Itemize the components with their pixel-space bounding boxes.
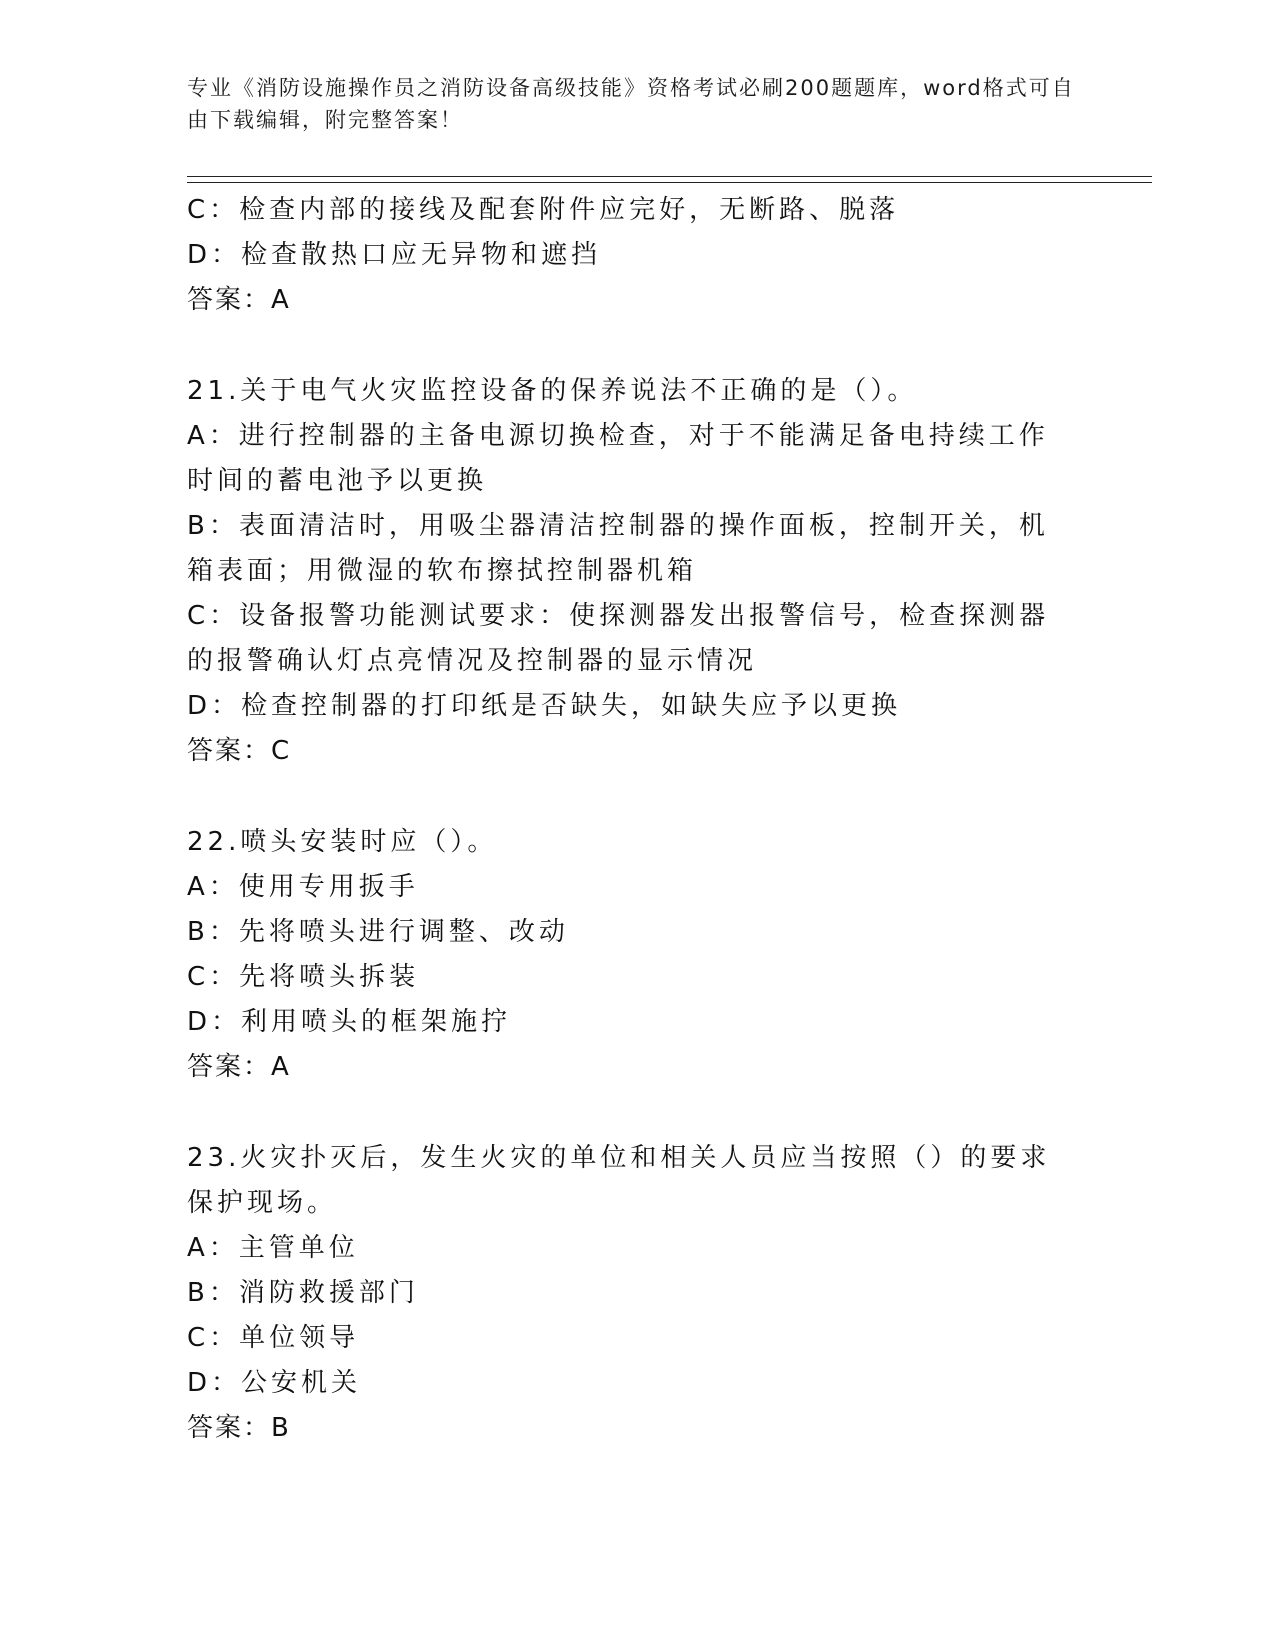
question-content	[187, 188, 1077, 1451]
option-a: A：使用专用扳手	[187, 872, 419, 902]
answer-line: 答案：C	[187, 736, 292, 766]
answer-line: 答案：B	[187, 1413, 291, 1443]
option-d: D：检查散热口应无异物和遮挡	[187, 240, 602, 270]
option-c: C：单位领导	[187, 1323, 360, 1353]
spacer	[187, 323, 1077, 369]
header-rule-bottom	[187, 182, 1152, 183]
option-b: B：消防救援部门	[187, 1278, 419, 1308]
answer-line: 答案：A	[187, 285, 291, 315]
spacer	[187, 1090, 1077, 1136]
option-d: D：公安机关	[187, 1368, 362, 1398]
header-rule-top	[187, 176, 1152, 177]
option-a: A：主管单位	[187, 1233, 359, 1263]
option-c: C：先将喷头拆装	[187, 962, 420, 992]
question-23	[187, 1136, 1077, 1451]
option-b: B：表面清洁时，用吸尘器清洁控制器的操作面板，控制开关，机箱表面；用微湿的软布擦拭控制器机箱	[187, 511, 1049, 586]
option-d: D：检查控制器的打印纸是否缺失，如缺失应予以更换	[187, 691, 902, 721]
question-title: 22.喷头安装时应（）。	[187, 827, 498, 857]
option-b: B：先将喷头进行调整、改动	[187, 917, 569, 947]
question-22	[187, 820, 1077, 1090]
question-21	[187, 369, 1077, 774]
option-c: C：检查内部的接线及配套附件应完好，无断路、脱落	[187, 195, 900, 225]
spacer	[187, 774, 1077, 820]
document-header: 专业《消防设施操作员之消防设备高级技能》资格考试必刷200题题库，word格式可自由下载编辑，附完整答案！	[187, 76, 1075, 132]
option-c: C：设备报警功能测试要求：使探测器发出报警信号，检查探测器的报警确认灯点亮情况及控制器的显示情况	[187, 601, 1050, 676]
answer-line: 答案：A	[187, 1052, 291, 1082]
option-a: A：进行控制器的主备电源切换检查，对于不能满足备电持续工作时间的蓄电池予以更换	[187, 421, 1049, 496]
question-title: 21.关于电气火灾监控设备的保养说法不正确的是（）。	[187, 376, 918, 406]
question-title: 23.火灾扑灭后，发生火灾的单位和相关人员应当按照（）的要求保护现场。	[187, 1143, 1051, 1218]
option-d: D：利用喷头的框架施拧	[187, 1007, 512, 1037]
previous-question-tail	[187, 188, 1077, 323]
